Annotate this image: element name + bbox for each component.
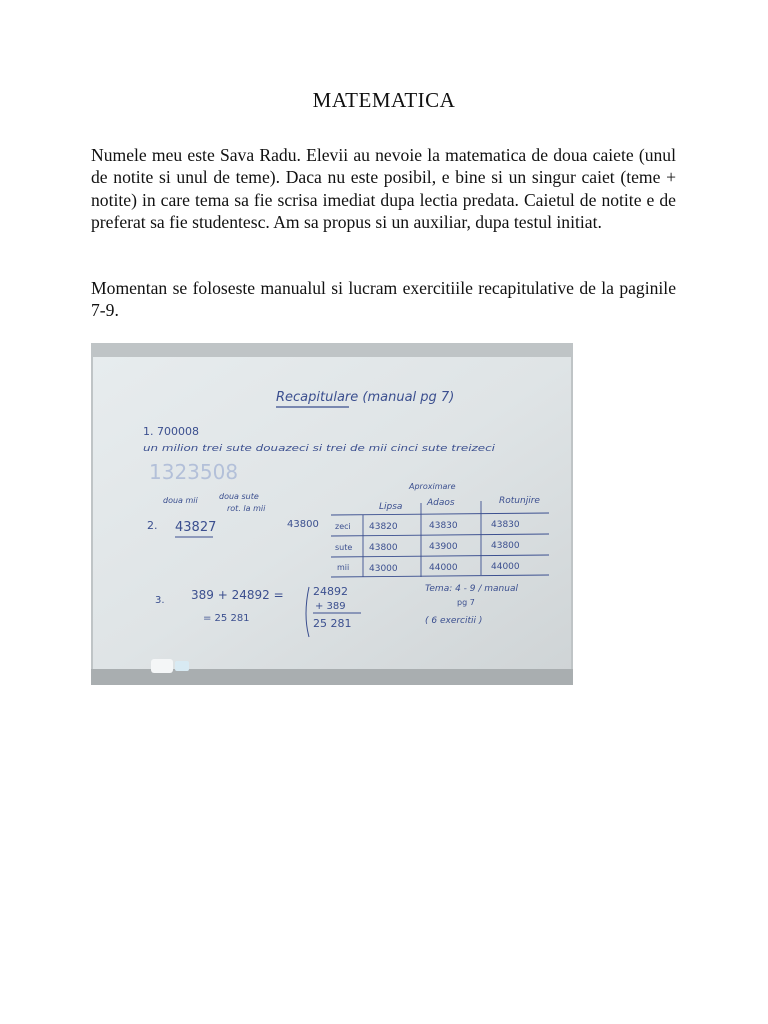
marker — [175, 661, 189, 671]
homework-text: Tema: 4 - 9 / manual — [425, 584, 518, 594]
item3-result: = 25 281 — [203, 613, 250, 624]
table-header-rotunjire: Rotunjire — [499, 496, 540, 506]
table-header-lipsa: Lipsa — [379, 502, 403, 512]
item1-number: 1. 700008 — [143, 425, 199, 438]
item2-label: 2. — [147, 519, 158, 532]
cell-zeci-adaos: 43830 — [429, 521, 458, 531]
item3-label: 3. — [155, 595, 165, 606]
item3-column-b: + 389 — [315, 601, 346, 612]
item1-label-b: doua sute — [219, 492, 259, 501]
item1-label-c: rot. la mii — [227, 504, 266, 513]
cell-zeci-lipsa: 43820 — [369, 522, 398, 532]
item1-words: un milion trei sute douazeci si trei de mii cinci sute treizeci — [143, 444, 496, 454]
item1-faded-number: 1323508 — [149, 460, 239, 484]
cell-mii-lipsa: 43000 — [369, 564, 398, 574]
item2-number: 43827 — [175, 520, 217, 535]
cell-sute-adaos: 43900 — [429, 542, 458, 552]
row-label-mii: mii — [337, 563, 350, 572]
item2-side-number: 43800 — [287, 519, 319, 530]
row-label-sute: sute — [335, 543, 353, 552]
row-label-zeci: zeci — [335, 522, 351, 531]
item3-expression: 389 + 24892 = — [191, 588, 284, 602]
board-heading: Recapitulare (manual pg 7) — [276, 390, 455, 405]
item1-label-a: doua mii — [163, 496, 198, 505]
item3-column-c: 25 281 — [313, 617, 352, 630]
intro-paragraph: Numele meu este Sava Radu. Elevii au nevoie la matematica de doua caiete (unul de notite si unul de teme). Daca nu este posibil, e bine si un singur caiet (teme + notite) in care tema sa fie scrisa imediat dupa lectia predata. Caietul de notite e de preferat sa fie studentesc. Am sa propus si un auxiliar, dupa testul initiat. — [91, 145, 676, 233]
cell-mii-adaos: 44000 — [429, 563, 458, 573]
cell-sute-lipsa: 43800 — [369, 543, 398, 553]
homework-note: ( 6 exercitii ) — [425, 616, 483, 626]
approx-header: Aproximare — [409, 482, 456, 491]
item3-column-a: 24892 — [313, 585, 348, 598]
eraser — [151, 659, 173, 673]
cell-sute-rotunjire: 43800 — [491, 541, 520, 551]
whiteboard-photo — [91, 343, 573, 685]
table-header-adaos: Adaos — [427, 498, 455, 508]
manual-paragraph: Momentan se foloseste manualul si lucram exercitiile recapitulative de la paginile 7-9. — [91, 278, 676, 321]
cell-mii-rotunjire: 44000 — [491, 562, 520, 572]
page-title: MATEMATICA — [312, 88, 456, 112]
cell-zeci-rotunjire: 43830 — [491, 520, 520, 530]
homework-page: pg 7 — [457, 598, 475, 607]
